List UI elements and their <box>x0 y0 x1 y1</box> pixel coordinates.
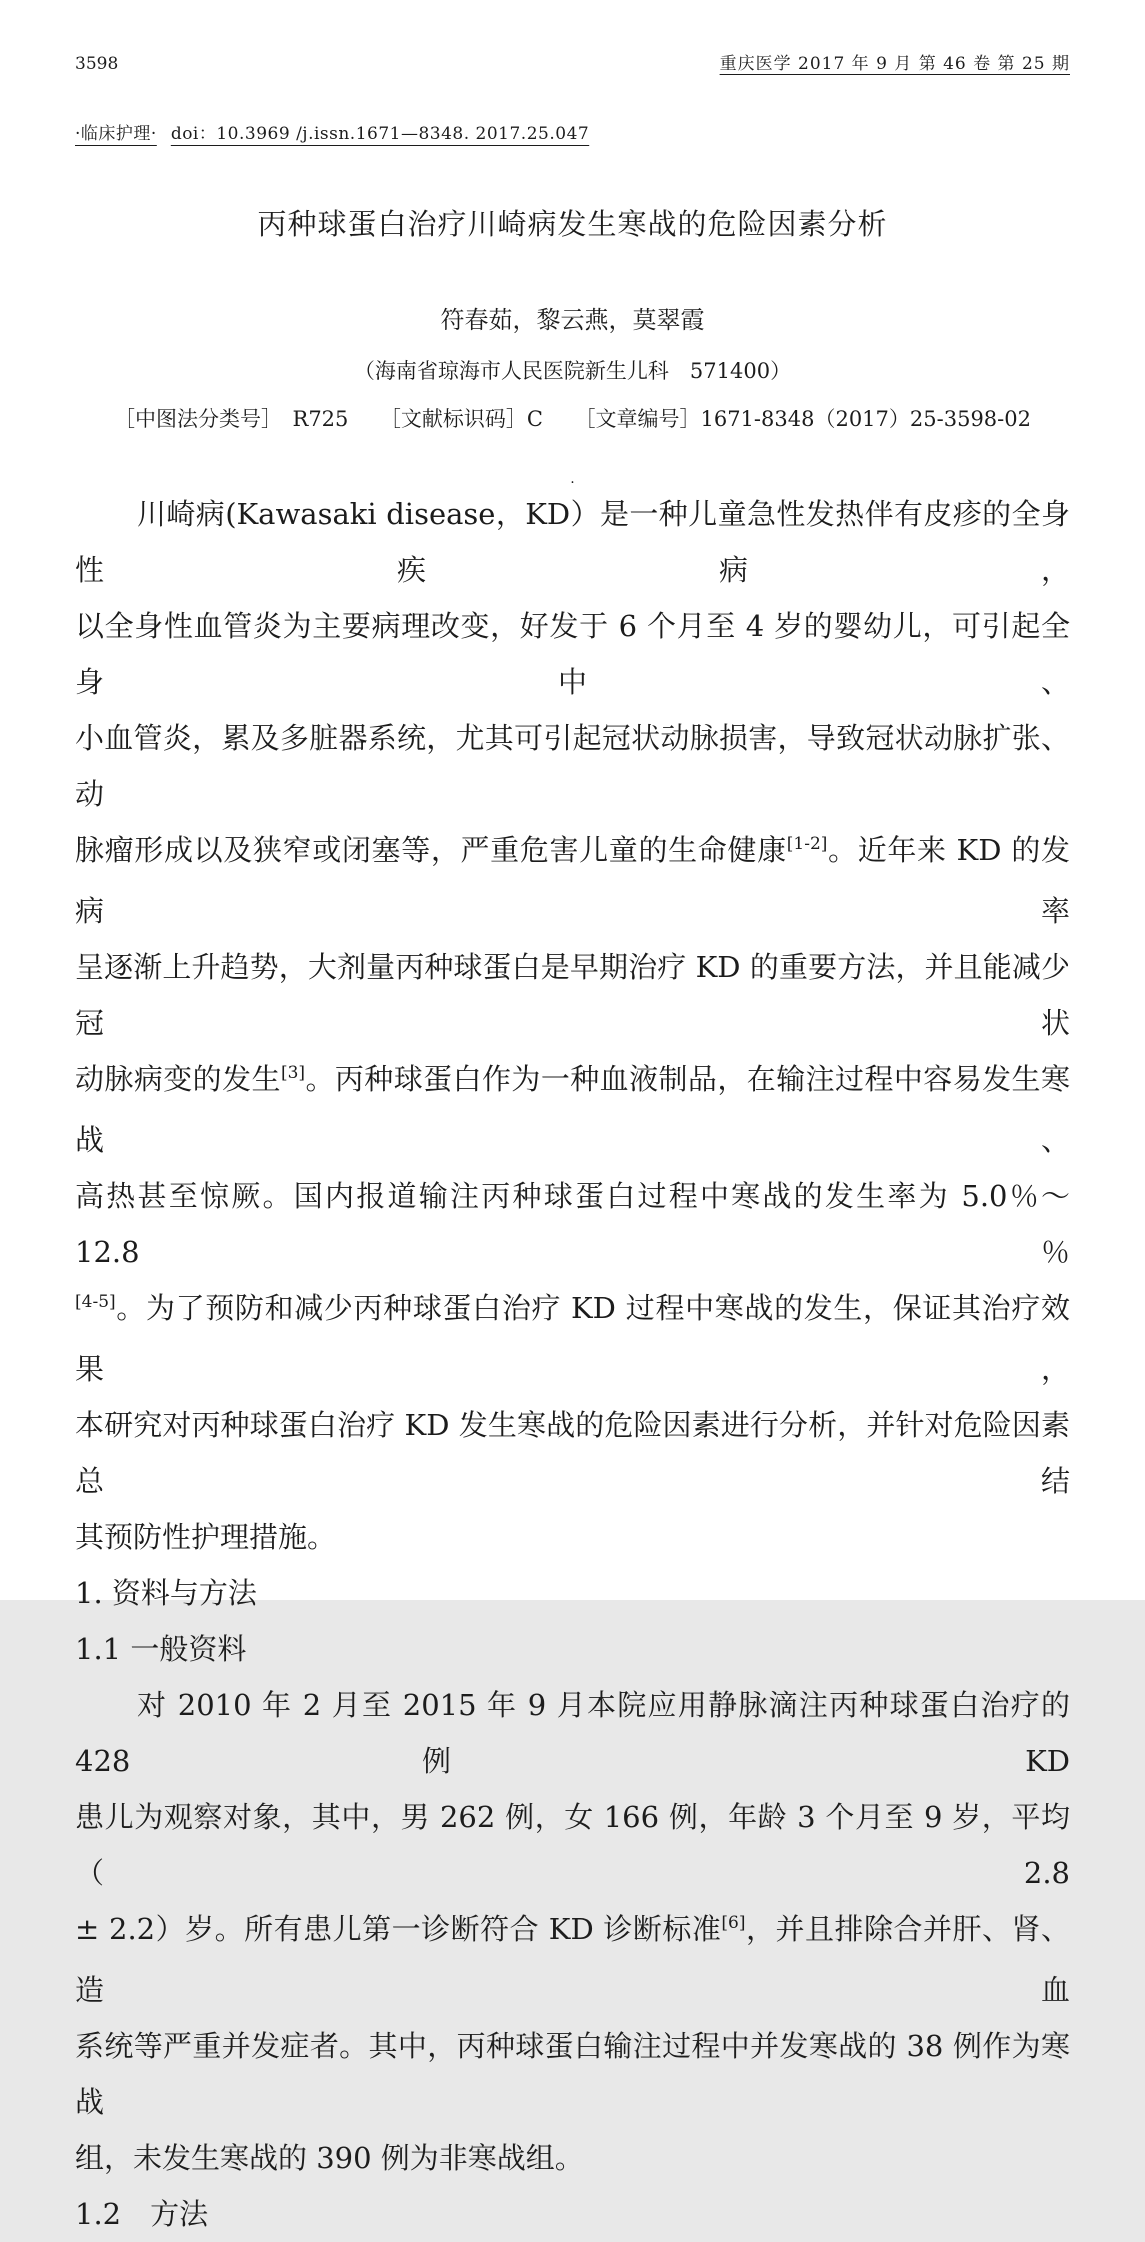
affiliation: （海南省琼海市人民医院新生儿科 571400） <box>353 359 792 383</box>
general-data-line-3 <box>75 1901 1070 2018</box>
citation-ref-3: [3] <box>280 1063 306 1083</box>
intro-line-4 <box>75 822 1070 939</box>
section-tag: ·临床护理· <box>75 124 157 144</box>
stray-dot: . <box>570 471 575 487</box>
general-data-line-4: 系统等严重并发症者。其中，丙种球蛋白输注过程中并发寒战的 38 例作为寒战 <box>75 2029 1070 2119</box>
section-heading-1-2: 1.2 方法 <box>75 2197 209 2231</box>
authors: 符春茹，黎云燕，莫翠霞 <box>440 306 705 334</box>
intro-line-10: 其预防性护理措施。 <box>75 1520 337 1554</box>
page-header <box>75 52 1070 76</box>
article-title: 丙种球蛋白治疗川崎病发生寒战的危险因素分析 <box>257 207 888 241</box>
general-data-line-5: 组，未发生寒战的 390 例为非寒战组。 <box>75 2141 584 2175</box>
intro-line-3: 小血管炎，累及多脏器系统，尤其可引起冠状动脉损害，导致冠状动脉扩张、动 <box>75 721 1070 811</box>
general-data-line-3-text-b: ，并且排除合并肝、肾、造血 <box>75 1912 1070 2007</box>
journal-header: 重庆医学 2017 年 9 月 第 46 卷 第 25 期 <box>719 54 1070 74</box>
intro-line-1: 川崎病(Kawasaki disease，KD）是一种儿童急性发热伴有皮疹的全身性疾病， <box>75 497 1070 587</box>
section-heading-1-1: 1.1 一般资料 <box>75 1632 247 1666</box>
citation-ref-4-5: [4-5] <box>75 1292 116 1312</box>
intro-line-4-text: 脉瘤形成以及狭窄或闭塞等，严重危害儿童的生命健康 <box>75 833 787 867</box>
article-body <box>75 486 1070 2242</box>
intro-line-4-text-b: 。近年来 KD 的发病率 <box>75 833 1070 928</box>
intro-line-9: 本研究对丙种球蛋白治疗 KD 发生寒战的危险因素进行分析，并针对危险因素总结 <box>75 1408 1070 1498</box>
intro-line-6 <box>75 1051 1070 1168</box>
intro-line-5: 呈逐渐上升趋势，大剂量丙种球蛋白是早期治疗 KD 的重要方法，并且能减少冠状 <box>75 950 1070 1040</box>
article-meta: ［中图法分类号］ R725 ［文献标识码］C ［文章编号］1671-8348（2017）25-3598-02 <box>114 407 1031 431</box>
intro-line-8 <box>75 1280 1070 1397</box>
general-data-line-2: 患儿为观察对象，其中，男 262 例，女 166 例，年龄 3 个月至 9 岁，平均（2.8 <box>75 1800 1070 1890</box>
general-data-line-3-text: ± 2.2）岁。所有患儿第一诊断符合 KD 诊断标准 <box>75 1912 722 1946</box>
section-heading-1: 1. 资料与方法 <box>75 1576 257 1610</box>
intro-line-6-text-b: 。丙种球蛋白作为一种血液制品，在输注过程中容易发生寒战、 <box>75 1062 1070 1157</box>
doi-text: doi：10.3969 /j.issn.1671—8348. 2017.25.047 <box>170 124 590 144</box>
general-data-line-1: 对 2010 年 2 月至 2015 年 9 月本院应用静脉滴注丙种球蛋白治疗的 428 例 KD <box>75 1688 1070 1778</box>
citation-ref-6: [6] <box>721 1913 746 1933</box>
intro-line-2: 以全身性血管炎为主要病理改变，好发于 6 个月至 4 岁的婴幼儿，可引起全身中、 <box>75 609 1070 699</box>
intro-line-8-text: 。为了预防和减少丙种球蛋白治疗 KD 过程中寒战的发生，保证其治疗效果， <box>75 1291 1070 1386</box>
citation-ref-1-2: [1-2] <box>786 834 828 854</box>
intro-line-7: 高热甚至惊厥。国内报道输注丙种球蛋白过程中寒战的发生率为 5.0％～12.8％ <box>75 1179 1070 1269</box>
section-doi-row <box>75 122 589 146</box>
intro-line-6-text: 动脉病变的发生 <box>75 1062 281 1096</box>
page-number: 3598 <box>75 54 119 74</box>
